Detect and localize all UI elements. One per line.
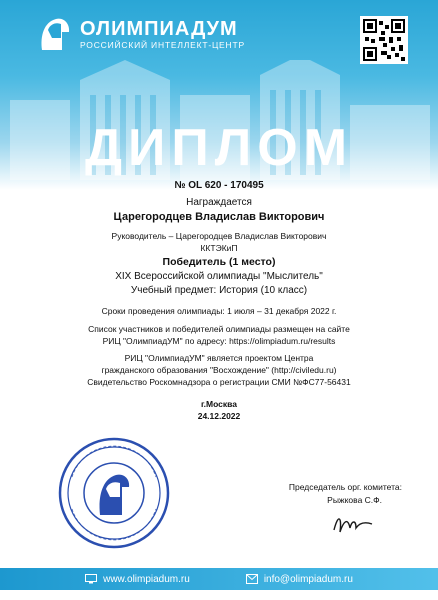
document-title: ДИПЛОМ: [84, 119, 354, 177]
diploma-number: № OL 620 - 170495: [174, 180, 264, 191]
header-banner: [0, 0, 438, 190]
project-line-1: РИЦ "ОлимпиадУМ" является проектом Центра: [124, 353, 314, 363]
footer-email[interactable]: [246, 574, 353, 585]
place-label: Победитель (1 место): [162, 256, 276, 268]
brand-subtitle: РОССИЙСКИЙ ИНТЕЛЛЕКТ-ЦЕНТР: [80, 39, 245, 50]
city-label: г.Москва: [200, 399, 238, 409]
brand-name: ОЛИМПИАДУМ: [80, 17, 238, 40]
mail-icon: [246, 574, 258, 584]
project-line-2: гражданского образования "Восхождение" (http://civiledu.ru): [101, 365, 337, 375]
website-link[interactable]: www.olimpiadum.ru: [103, 573, 190, 585]
issue-date: 24.12.2022: [197, 411, 241, 421]
signature-role: Председатель орг. комитета:: [288, 482, 402, 492]
footer-bar: [0, 568, 438, 590]
signature-name: Рыжкова С.Ф.: [327, 495, 382, 505]
results-line-1: Список участников и победителей олимпиады размещен на сайте: [88, 324, 350, 334]
signature-block: [262, 482, 402, 505]
brand-logo[interactable]: [34, 14, 245, 54]
awarded-label: Награждается: [186, 197, 252, 208]
footer-website[interactable]: [85, 574, 190, 585]
monitor-icon: [85, 574, 97, 584]
supervisor-line: Руководитель – Царегородцев Владислав Викторович: [111, 231, 327, 241]
email-link[interactable]: info@olimpiadum.ru: [263, 573, 353, 585]
results-line-2[interactable]: РИЦ "ОлимпиадУМ" по адресу: https://olimpiadum.ru/results: [102, 336, 336, 346]
qr-code-icon[interactable]: [360, 16, 408, 64]
handwritten-signature: [330, 510, 376, 540]
recipient-name: Царегородцев Владислав Викторович: [113, 211, 325, 223]
helmet-icon: [34, 14, 74, 54]
official-stamp: [58, 437, 170, 549]
dates-line: Сроки проведения олимпиады: 1 июля – 31 декабря 2022 г.: [101, 306, 337, 316]
olympiad-name: XIX Всероссийской олимпиады "Мыслитель": [115, 271, 323, 282]
subject-line: Учебный предмет: История (10 класс): [130, 285, 308, 296]
project-line-3: Свидетельство Роскомнадзора о регистрации СМИ №ФС77-56431: [87, 377, 351, 387]
organization-line: ККТЭКиП: [200, 243, 238, 253]
